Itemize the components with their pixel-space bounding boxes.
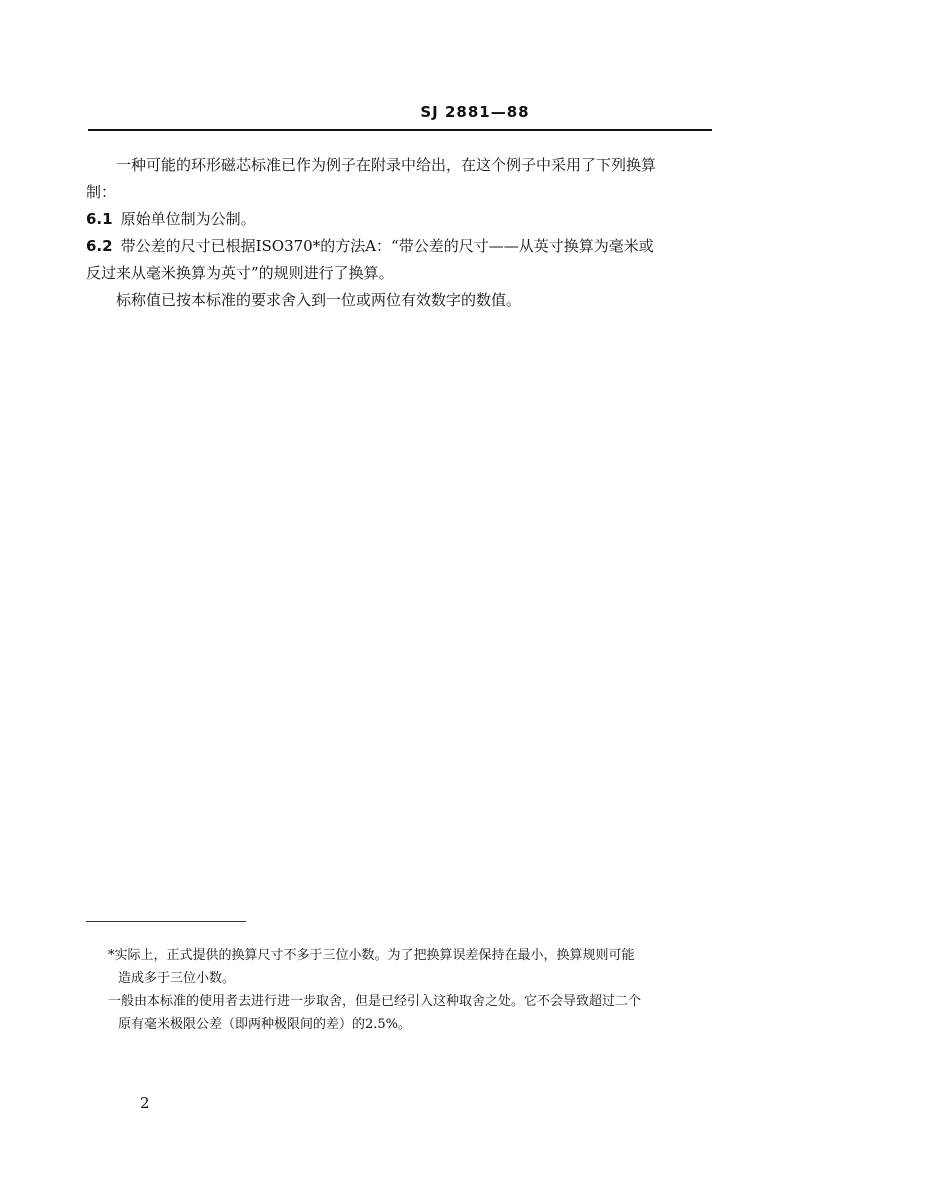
clause-6-1-number: 6.1 bbox=[86, 210, 113, 228]
footnote-line-1: *实际上，正式提供的换算尺寸不多于三位小数。为了把换算误差保持在最小，换算规则可能 bbox=[108, 948, 635, 963]
intro-line-2: 制： bbox=[86, 183, 117, 201]
footnote-line-3: 一般由本标准的使用者去进行进一步取舍，但是已经引入这种取舍之处。它不会导致超过二个 bbox=[108, 994, 642, 1009]
clause-6-2 bbox=[86, 233, 718, 287]
clause-6-2-text-line-2: 反过来从毫米换算为英寸”的规则进行了换算。 bbox=[86, 264, 394, 282]
document-code-header: SJ 2881—88 bbox=[420, 103, 530, 121]
main-body bbox=[86, 152, 718, 314]
page-number: 2 bbox=[140, 1094, 150, 1112]
intro-paragraph bbox=[86, 152, 718, 206]
clause-6-1 bbox=[86, 206, 718, 233]
clause-6-2-text-line-1: 带公差的尺寸已根据ISO370*的方法A：“带公差的尺寸——从英寸换算为毫米或 bbox=[120, 237, 654, 255]
header-divider bbox=[88, 129, 712, 131]
footnote-block bbox=[108, 944, 713, 1036]
clause-6-2-number: 6.2 bbox=[86, 237, 113, 255]
footnote-line-2: 造成多于三位小数。 bbox=[118, 971, 236, 986]
footnote-divider bbox=[86, 921, 246, 922]
rounding-paragraph: 标称值已按本标准的要求舍入到一位或两位有效数字的数值。 bbox=[116, 291, 522, 309]
clause-6-1-text: 原始单位制为公制。 bbox=[120, 210, 256, 228]
footnote-line-4: 原有毫米极限公差（即两种极限间的差）的2.5%。 bbox=[118, 1017, 412, 1032]
intro-line-1: 一种可能的环形磁芯标准已作为例子在附录中给出，在这个例子中采用了下列换算 bbox=[116, 156, 657, 174]
